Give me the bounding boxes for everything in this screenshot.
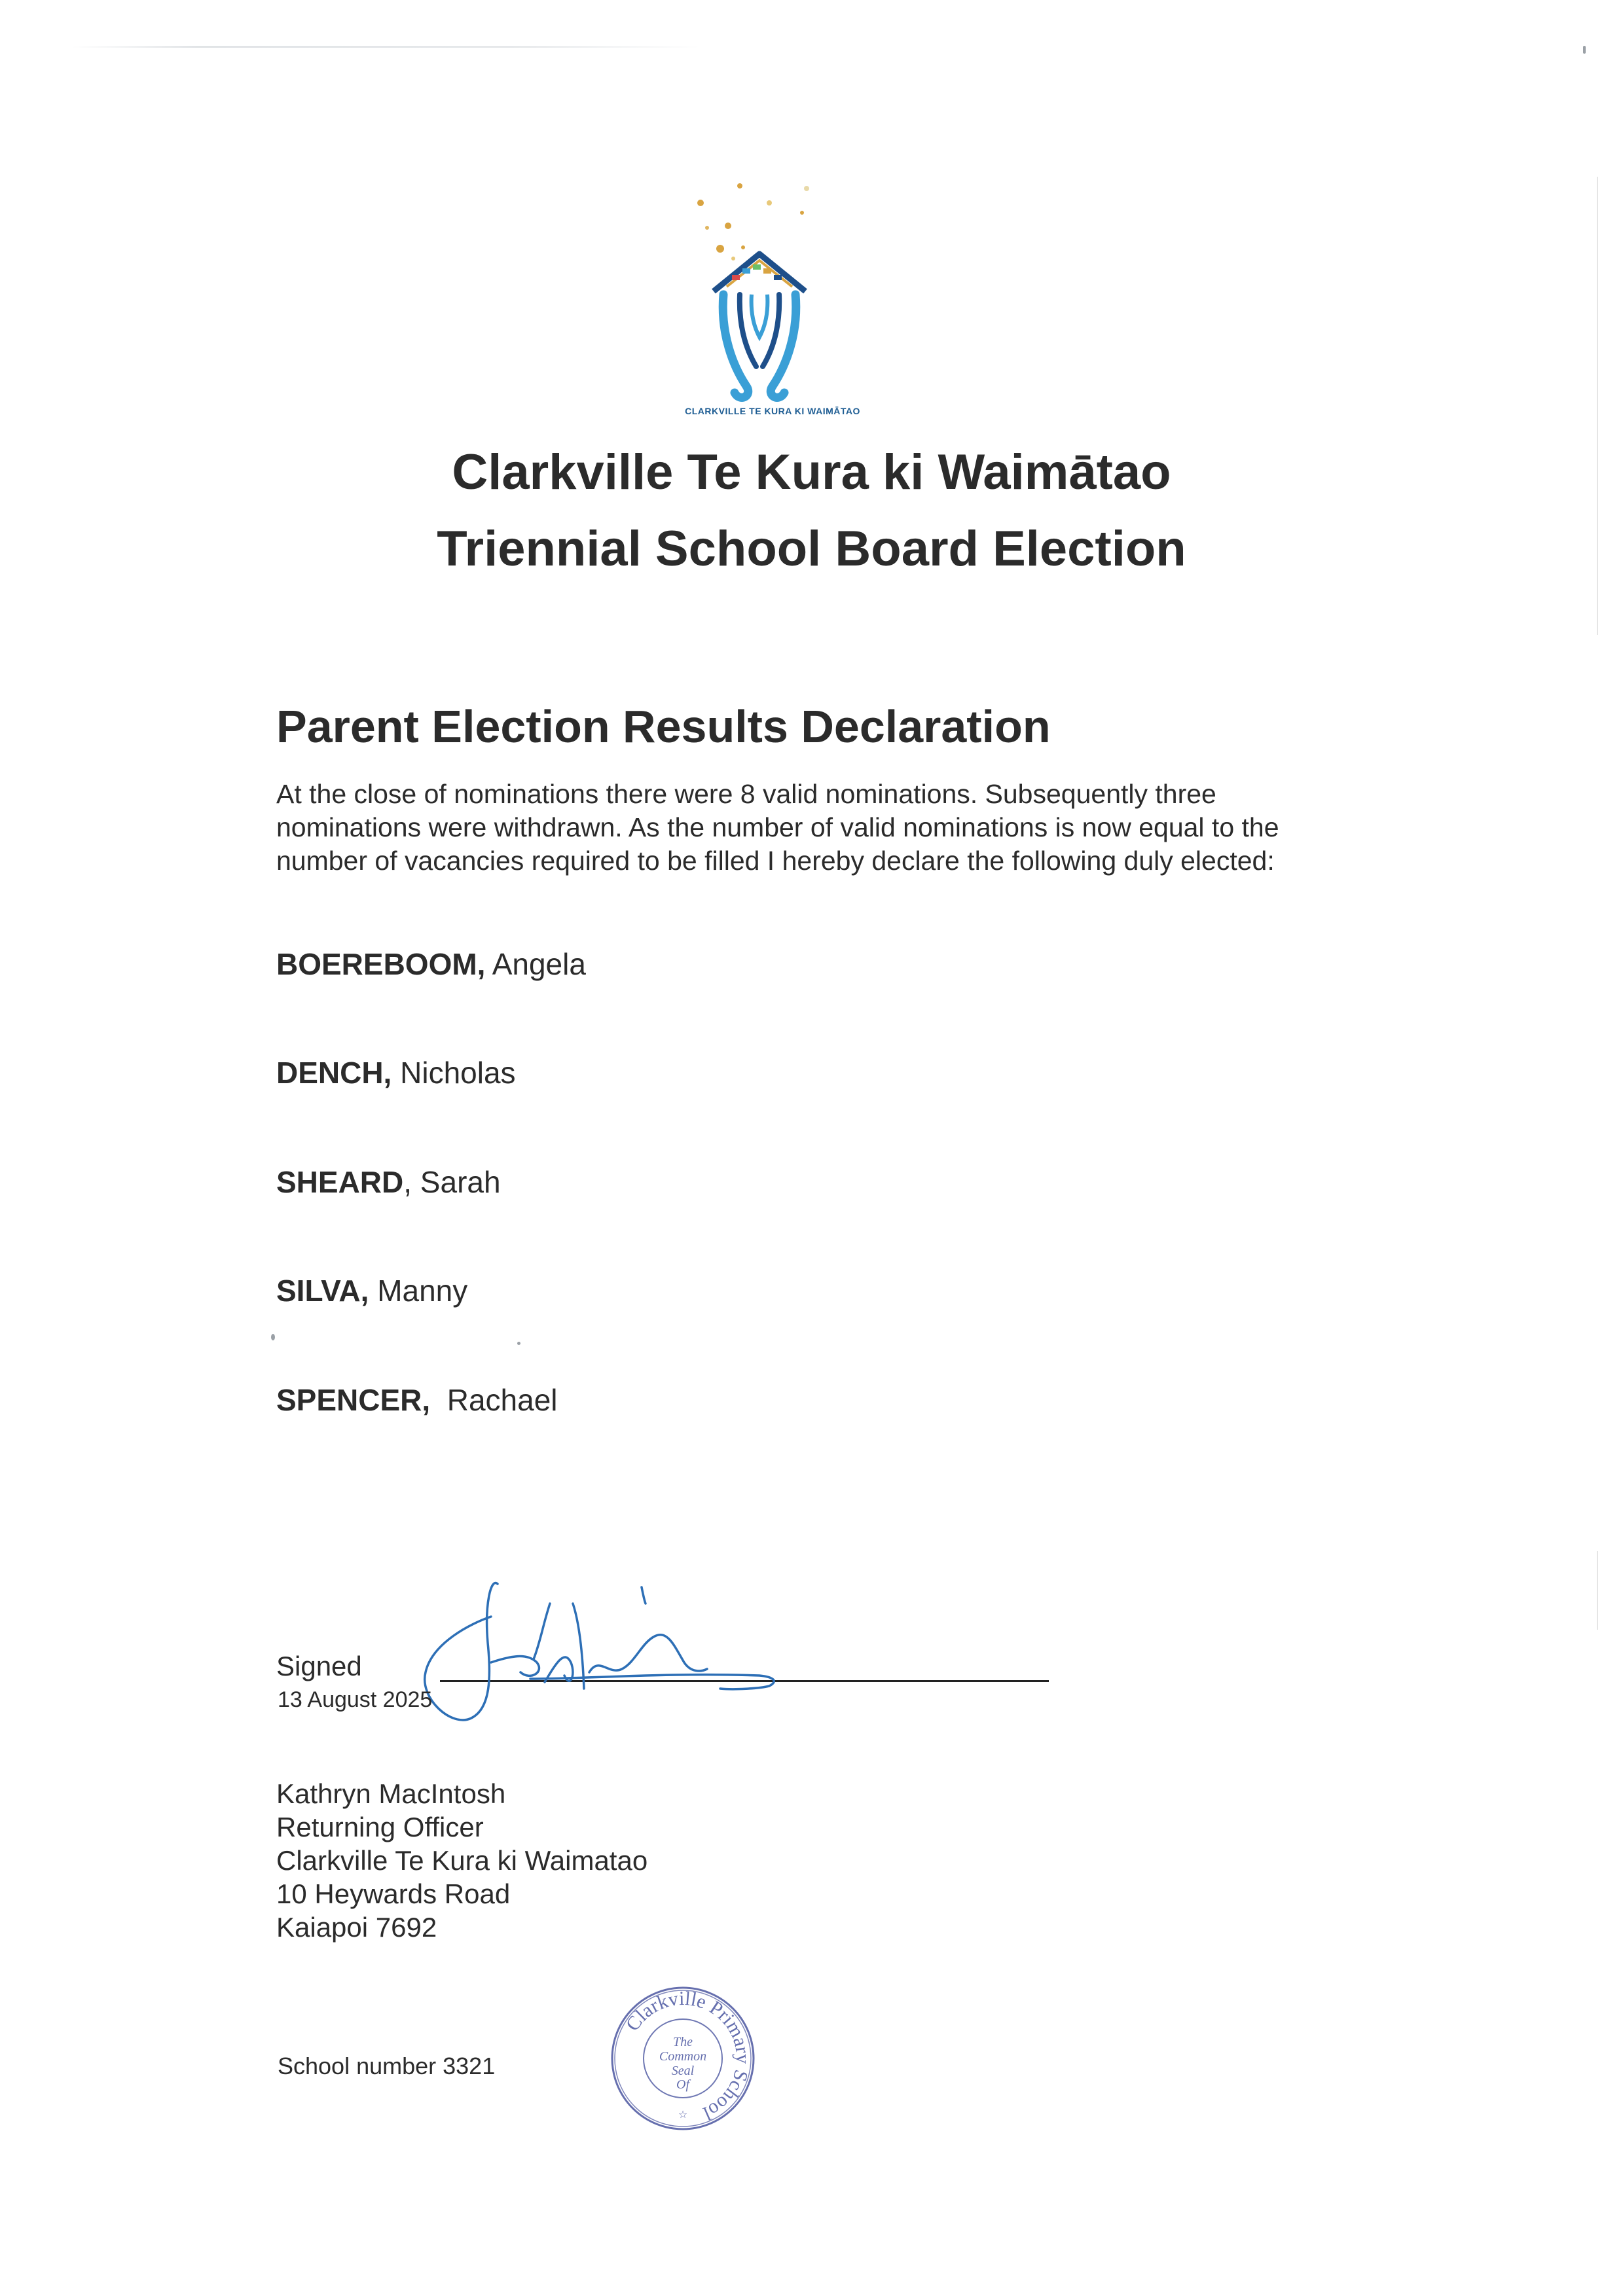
school-number: School number 3321 [278, 2053, 496, 2079]
scan-speck [1583, 46, 1586, 54]
signed-date: 13 August 2025 [278, 1687, 433, 1712]
section-heading: Parent Election Results Declaration [276, 701, 1051, 752]
officer-name: Kathryn MacIntosh [276, 1778, 506, 1809]
candidate-entry [276, 1164, 501, 1200]
candidate-given-name: Angela [485, 947, 586, 981]
document-subtitle: Triennial School Board Election [437, 521, 1186, 577]
seal-inner-text: Common [659, 2049, 707, 2064]
scan-artifact-line [72, 46, 701, 48]
logo-panel [742, 268, 750, 274]
logo-star [804, 186, 809, 191]
seal-star-icon: ☆ [678, 2108, 688, 2121]
scan-speck [271, 1334, 275, 1340]
seal-outer-text: Clarkville Primary School [621, 1987, 754, 2125]
officer-address: 10 Heywards Road [276, 1878, 511, 1909]
logo-center [752, 295, 768, 337]
logo-caption: CLARKVILLE TE KURA KI WAIMĀTAO [685, 406, 860, 416]
intro-line: At the close of nominations there were 8 valid nominations. Subsequently three [276, 779, 1216, 809]
logo-star [705, 226, 709, 230]
document-title: Clarkville Te Kura ki Waimātao [452, 444, 1171, 500]
candidate-surname: SHEARD [276, 1165, 404, 1199]
logo-star [737, 183, 742, 188]
seal-inner-text: Seal [671, 2064, 695, 2078]
logo-panel [763, 268, 771, 274]
logo-star [697, 200, 704, 206]
candidate-entry [276, 1273, 467, 1308]
returning-officer-block [276, 1777, 647, 1944]
candidate-surname: BOEREBOOM, [276, 947, 486, 981]
logo-star [731, 257, 735, 260]
officer-role: Returning Officer [276, 1812, 484, 1842]
handwritten-signature [393, 1564, 799, 1741]
candidate-given-name: Nicholas [392, 1056, 516, 1090]
intro-paragraph [276, 778, 1389, 878]
logo-star [725, 223, 731, 229]
signed-label: Signed [276, 1651, 362, 1681]
logo-left-inner [740, 295, 756, 367]
school-logo [655, 177, 890, 425]
seal-inner-text: Of [676, 2077, 689, 2092]
candidate-entry [276, 946, 586, 982]
candidate-given-name: , Sarah [403, 1165, 501, 1199]
logo-star [767, 200, 772, 206]
officer-city: Kaiapoi 7692 [276, 1912, 437, 1943]
candidate-entry [276, 1382, 558, 1418]
logo-star [741, 245, 745, 249]
scan-speck [517, 1342, 520, 1345]
logo-star [716, 245, 724, 253]
candidate-surname: SILVA, [276, 1274, 369, 1308]
logo-panel [774, 275, 782, 280]
logo-panel [753, 264, 761, 270]
intro-line: nominations were withdrawn. As the number of valid nominations is now equal to the [276, 812, 1279, 842]
candidate-surname: DENCH, [276, 1056, 392, 1090]
logo-right-inner [763, 295, 779, 367]
candidate-entry [276, 1055, 516, 1090]
common-seal-stamp [608, 1983, 758, 2134]
officer-school: Clarkville Te Kura ki Waimatao [276, 1845, 648, 1876]
logo-panel [732, 275, 740, 280]
intro-line: number of vacancies required to be filled I hereby declare the following duly elected: [276, 846, 1275, 876]
scan-edge-mark [1597, 1551, 1598, 1630]
seal-inner-text: The [673, 2035, 693, 2049]
logo-star [800, 211, 804, 215]
candidate-given-name: Rachael [430, 1383, 558, 1417]
candidate-given-name: Manny [369, 1274, 468, 1308]
candidate-surname: SPENCER, [276, 1383, 431, 1417]
